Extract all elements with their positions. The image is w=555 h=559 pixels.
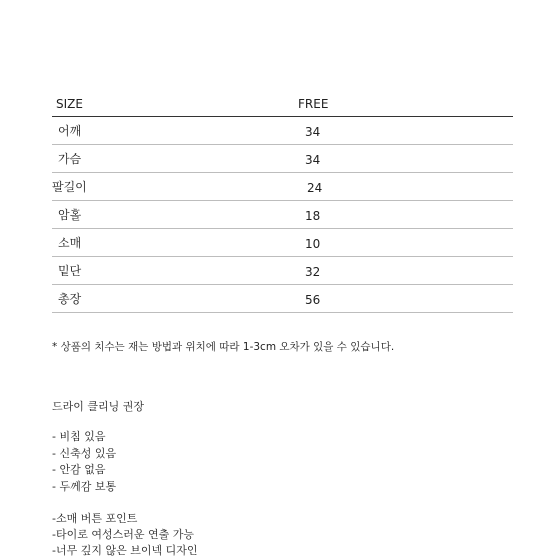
table-row [52, 173, 513, 201]
list-item: - 신축성 있음 [52, 446, 117, 460]
table-row [52, 145, 513, 173]
row-label: 팔길이 [52, 180, 87, 194]
list-item: - 두께감 보통 [52, 479, 117, 493]
header-free-label: FREE [298, 97, 329, 111]
row-label: 가슴 [58, 152, 82, 166]
row-value: 10 [305, 237, 321, 251]
row-value: 18 [305, 209, 321, 223]
row-label: 총장 [58, 292, 82, 306]
row-value: 56 [305, 293, 321, 307]
row-label: 소매 [58, 236, 82, 250]
row-value: 34 [305, 153, 321, 167]
attribute-list [52, 429, 116, 495]
list-item: -타이로 여성스러운 연출 가능 [52, 528, 194, 541]
size-table [52, 94, 513, 313]
table-row [52, 201, 513, 229]
list-item: - 안감 없음 [52, 463, 106, 476]
row-label: 어깨 [58, 124, 82, 138]
feature-list [52, 511, 197, 559]
header-size-label: SIZE [56, 97, 83, 111]
table-row [52, 229, 513, 257]
care-instruction: 드라이 클리닝 권장 [52, 400, 145, 413]
list-item: -너무 깊지 않은 브이넥 디자인 [52, 544, 198, 557]
table-row [52, 257, 513, 285]
table-row [52, 285, 513, 313]
row-value: 24 [307, 181, 323, 195]
size-table-header [52, 94, 513, 117]
row-value: 32 [305, 265, 321, 279]
row-label: 밑단 [58, 264, 82, 278]
table-row [52, 117, 513, 145]
row-value: 34 [305, 125, 321, 139]
measurement-note: * 상품의 치수는 재는 방법과 위치에 따라 1-3cm 오차가 있을 수 있습니다. [52, 341, 395, 353]
list-item: -소매 버튼 포인트 [52, 512, 138, 525]
list-item: - 비침 있음 [52, 430, 106, 443]
row-label: 암홀 [58, 208, 82, 222]
